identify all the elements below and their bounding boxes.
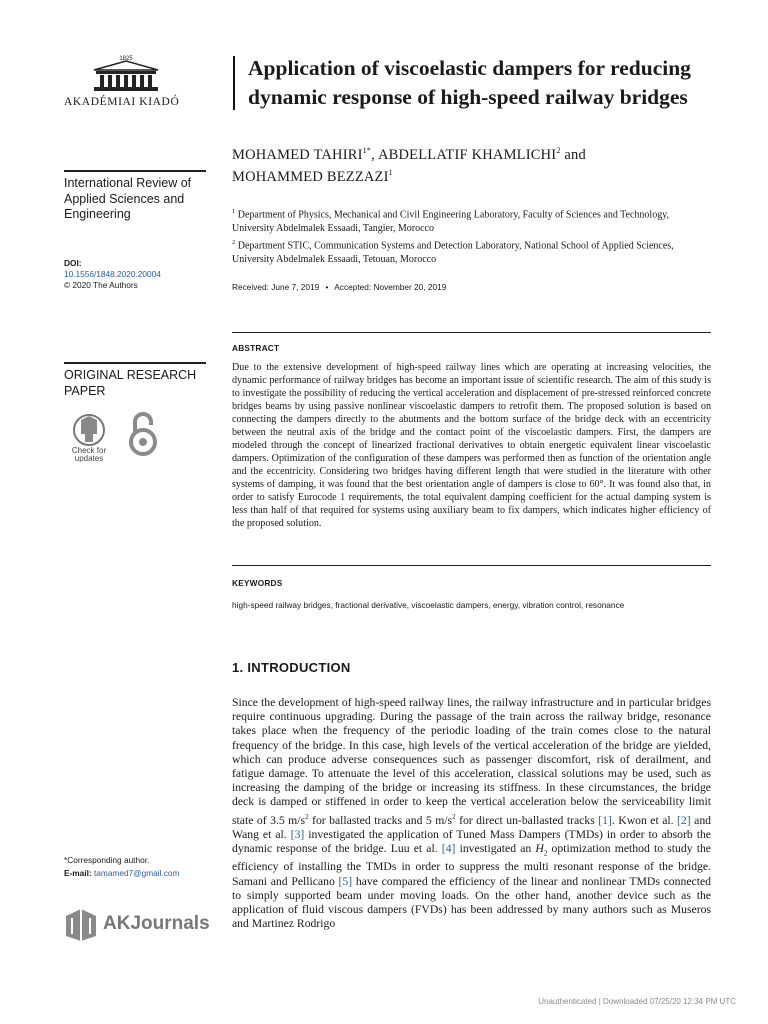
author-list	[232, 142, 712, 186]
citation-link[interactable]: [5]	[338, 874, 353, 888]
abstract-heading: ABSTRACT	[232, 343, 280, 353]
abstract-divider	[232, 332, 711, 333]
paper-type-divider	[64, 362, 206, 364]
intro-text: for direct un-ballasted tracks	[455, 813, 599, 827]
math-var: H	[535, 841, 544, 855]
author-and: and	[560, 146, 586, 163]
author-name: MOHAMED TAHIRI	[232, 146, 363, 163]
corresponding-author-label: *Corresponding author.	[64, 855, 150, 865]
article-title: Application of viscoelastic dampers for reducing dynamic response of high-speed railway bridges	[248, 56, 691, 109]
title-bar	[233, 56, 235, 110]
intro-text: have compared the efficiency of the linear and nonlinear TMDs connected to simply supported beam under moving loads. On the other hand, another device such as the application of fluid viscous dampers (FVDs) has been addressed by many authors such as Museros and Martinez Rodrigo	[232, 874, 711, 931]
author-sep: ,	[371, 146, 378, 163]
affiliation	[232, 205, 712, 235]
intro-text: . Kwon et al.	[611, 813, 678, 827]
affil-text: Department STIC, Communication Systems and Detection Laboratory, National School of Applied Sciences, University Abdelmalek Essaadi, Tetouan, Morocco	[232, 240, 674, 265]
keywords-heading: KEYWORDS	[232, 578, 283, 588]
intro-text: for ballasted tracks and 5 m/s	[308, 813, 453, 827]
doi-label: DOI:	[64, 258, 82, 268]
akjournals-icon	[64, 906, 98, 942]
citation-link[interactable]: [3]	[290, 827, 305, 841]
keywords-divider	[232, 565, 711, 566]
intro-text: investigated the application of Tuned Mass Dampers (TMDs) in order to absorb the dynamic response of the bridge. Luu et al.	[232, 827, 711, 855]
email-link[interactable]: tamamed7@gmail.com	[93, 868, 180, 878]
affiliation	[232, 236, 712, 266]
intro-text: and Wang et al.	[232, 813, 712, 841]
akjournals-text: AKJournals	[103, 913, 210, 934]
intro-text: optimization method to study the efficiency of installing the TMDs in order to suppress the multi resonant response of the bridge. Samani and Pellicano	[232, 841, 711, 888]
date-bullet: •	[325, 282, 329, 292]
abstract-degree: °	[599, 479, 604, 490]
citation-link[interactable]: [4]	[441, 841, 456, 855]
copyright: © 2020 The Authors	[64, 280, 138, 290]
author-affil: 1	[388, 167, 393, 177]
email-line	[64, 867, 179, 880]
doi-block	[64, 258, 224, 291]
journal-name: International Review of Applied Sciences and Engineering	[64, 176, 192, 221]
math-sub: 2	[543, 849, 548, 858]
journal-divider	[64, 170, 206, 172]
author-name: MOHAMMED BEZZAZI	[232, 168, 389, 185]
affil-text: Department of Physics, Mechanical and Civil Engineering Laboratory, Faculty of Sciences and Technology, University Abdelmalek Essaadi, Tangier, Morocco	[232, 209, 670, 234]
akjournals-logo	[64, 906, 210, 942]
author-affil: 1*	[362, 146, 372, 155]
section-heading-introduction: 1. INTRODUCTION	[232, 660, 351, 675]
check-badge-line1: Check for	[71, 446, 107, 455]
doi-link[interactable]: 10.1556/1848.2020.20004	[64, 269, 161, 279]
email-label: E-mail:	[64, 868, 92, 878]
abstract-part-b: . It was found also that, in order to satisfy Eurocode 1 requirements, the total equivalent damping coefficient for the actual damping system is less than half of that required for systems using auxiliary beam to fix dampers, which indicates higher efficiency of the proposed solution.	[232, 479, 711, 529]
check-for-updates-badge[interactable]	[64, 410, 114, 467]
intro-sup: 2	[452, 812, 456, 821]
publisher-logo	[64, 54, 189, 108]
building-icon	[86, 54, 166, 94]
abstract-part-a: Due to the extensive development of high-speed railway lines which are operating at increasing velocities, the dynamic performance of railway bridges has become an important issue of scientific research. The aim of this study is to investigate the possibility of reducing the vertical acceleration and displacement of pre-stressed reinforced concrete bridges beams by using passive nonlinear viscoelastic dampers to retrofit them. The proposed solution is based on connecting the dampers directly to the abutments and the bottom surface of the bridge deck with an eccentricity between the neutral axis of the bridge and the contact point of the viscoelastic dampers. First, the dampers are modeled through the concept of linearized fractional derivatives to obtain energetic equivalent linear viscoelastic dampers. Optimization of the configuration of these dampers was performed then as function of the orientation angle and the eccentricity. Considering two bridges having different length that were studied in the literature with other systems of damping, it was found that the best orientation angle of dampers is close to 60	[232, 362, 711, 490]
publisher-name: AKADÉMIAI KIADÓ	[64, 96, 180, 108]
open-access-icon	[126, 408, 160, 465]
author-name: ABDELLATIF KHAMLICHI	[377, 146, 557, 163]
intro-sup: 2	[305, 812, 309, 821]
author-affil: 2	[556, 146, 561, 155]
received-date: Received: June 7, 2019	[232, 282, 320, 292]
accepted-date: Accepted: November 20, 2019	[334, 282, 447, 292]
check-badge-line2: updates	[74, 454, 104, 462]
introduction-text	[232, 696, 711, 931]
keywords-text: high-speed railway bridges, fractional derivative, viscoelastic dampers, energy, vibration control, resonance	[232, 600, 625, 610]
correspondence-block	[64, 854, 179, 880]
citation-link[interactable]: [1]	[598, 813, 612, 827]
download-footer: Unauthenticated | Downloaded 07/25/20 12:34 PM UTC	[538, 997, 736, 1006]
intro-text: investigated an	[455, 841, 536, 855]
logo-year: 1825	[119, 56, 133, 62]
citation-link[interactable]: [2]	[677, 813, 691, 827]
article-dates	[232, 282, 446, 292]
abstract-text	[232, 361, 711, 530]
paper-type: ORIGINAL RESEARCH PAPER	[64, 368, 197, 398]
affil-num: 1	[232, 208, 236, 215]
intro-text: Since the development of high-speed railway lines, the railway infrastructure and in particular bridges require continuous upgrading. During the passage of the train across the railway bridge, resonance takes place when the frequency of the periodic loading of the train comes close to the natural frequency of the bridge. In this case, high levels of the vertical acceleration of the bridge are yielded, which can produce adverse consequences such as passenger discomfort, risk of derailment, and fatigue damage. To attenuate the level of this acceleration, classical solutions may be used, such as increasing the damping of the bridge or increasing its stiffness. In these circumstances, the bridge deck is damped or stiffened in order to keep the vertical acceleration below the serviceability limit state of 3.5 m/s	[232, 696, 711, 827]
affil-num: 2	[232, 239, 236, 246]
